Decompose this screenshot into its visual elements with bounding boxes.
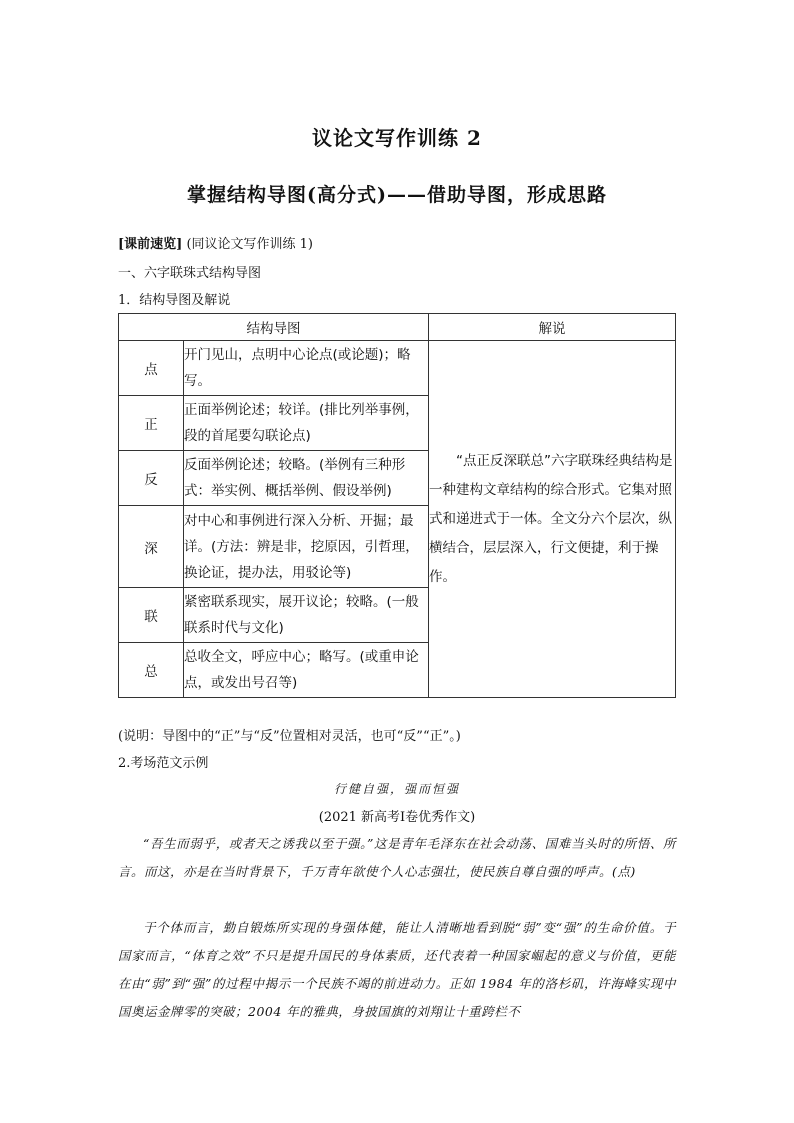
preview-line xyxy=(118,233,313,252)
row-label: 深 xyxy=(119,506,184,588)
table-header-row xyxy=(119,314,676,341)
essay-title: 行健自强，强而恒强 xyxy=(333,782,460,796)
row-label: 点 xyxy=(119,341,184,396)
row-desc: 总收全文，呼应中心；略写。(或重申论点，或发出号召等) xyxy=(184,643,429,698)
section2-heading: 2.考场范文示例 xyxy=(118,756,209,771)
row-desc: 紧密联系现实，展开议论；较略。(一般联系时代与文化) xyxy=(184,588,429,643)
page-subtitle: 掌握结构导图(高分式)——借助导图，形成思路 xyxy=(187,184,607,206)
row-label: 反 xyxy=(119,451,184,506)
page-title: 议论文写作训练 2 xyxy=(312,126,482,150)
essay-source: (2021 新高考Ⅰ卷优秀作文) xyxy=(318,810,476,825)
structure-table xyxy=(118,313,676,698)
row-desc: 正面举例论述；较详。(排比列举事例，段的首尾要勾联论点) xyxy=(184,396,429,451)
header-structure: 结构导图 xyxy=(119,314,429,341)
explanation-cell: “点正反深联总”六字联珠经典结构是一种建构文章结构的综合形式。它集对照式和递进式于一体。全文分六个层次，纵横结合，层层深入，行文便捷，利于操作。 xyxy=(429,341,676,698)
row-label: 正 xyxy=(119,396,184,451)
row-label: 总 xyxy=(119,643,184,698)
section1-1-heading: 1．结构导图及解说 xyxy=(118,293,231,308)
essay-paragraph: “吾生而弱乎，或者天之诱我以至于强。”这是青年毛泽东在社会动荡、国难当头时的所悟、所言。而这，亦是在当时背景下，千万青年欲使个人心志强壮，使民族自尊自强的呼声。(点) xyxy=(118,836,676,879)
row-desc: 反面举例论述；较略。(举例有三种形式：举实例、概括举例、假设举例) xyxy=(184,451,429,506)
preview-bracket: [课前速览] xyxy=(118,237,183,252)
row-desc: 开门见山，点明中心论点(或论题)；略写。 xyxy=(184,341,429,396)
essay-paragraph: 于个体而言，勤自锻炼所实现的身强体健，能让人清晰地看到脱“弱”变“强”的生命价值。于国家而言，“体育之效”不只是提升国民的身体素质，还代表着一种国家崛起的意义与价值，更能在由“弱”到“强”的过程中揭示一个民族不竭的前进动力。正如 1984 年的洛杉矶，许海峰实现中国奥运金牌零的突破；2004 年的雅典，身披国旗的刘翔让十重跨栏不 xyxy=(118,920,676,1019)
preview-text: (同议论文写作训练 1) xyxy=(186,237,314,252)
row-label: 联 xyxy=(119,588,184,643)
table-note: (说明：导图中的“正”与“反”位置相对灵活，也可“反”“正”。) xyxy=(118,729,461,744)
section1-heading: 一、六字联珠式结构导图 xyxy=(118,266,262,281)
row-desc: 对中心和事例进行深入分析、开掘；最详。(方法：辨是非，挖原因，引哲理，换论证，提办法，用驳论等) xyxy=(184,506,429,588)
table-row xyxy=(119,341,676,396)
header-explain: 解说 xyxy=(429,314,676,341)
